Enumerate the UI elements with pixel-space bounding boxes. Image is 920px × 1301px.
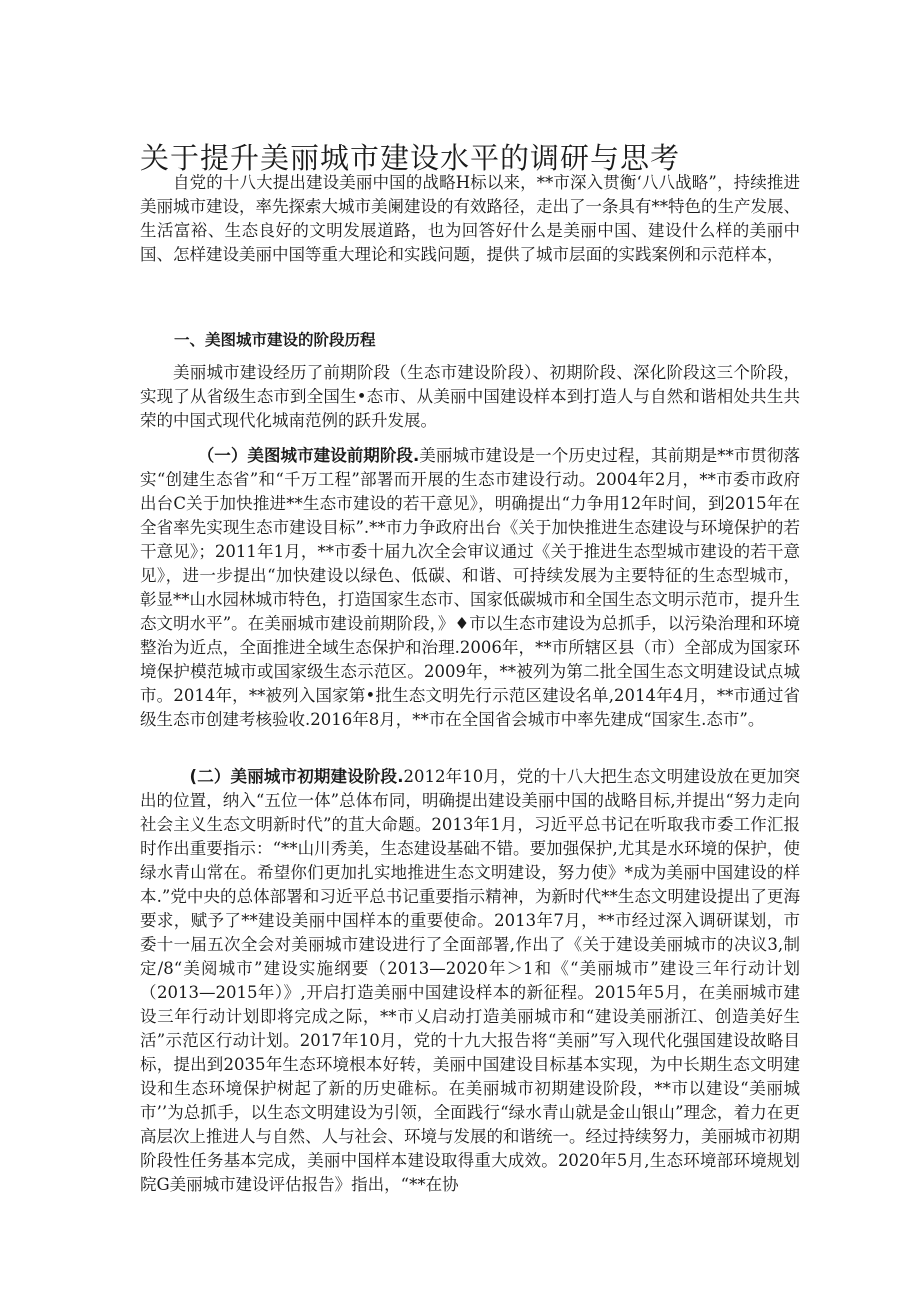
subsection-2-paragraph [140,765,800,1197]
subsection-1-paragraph [140,444,800,732]
subsection-2-text: 2012年10月，党的十八大把生态文明建设放在更加突出的位置，纳入“五位一体”总体布同，明确提出建设美丽中国的战略目标,并提出“努力走向社会主义生态文明新时代”的苴大命题。2013年1月，习近平总书记在听取我市委工作汇报时作出重要指示：“**山川秀美，生态建设基础不错。要加强保护,尤其是水环境的保护，使绿水青山常在。希望你们更加扎实地推进生态文明建设，努力使》*成为美丽中国建设的样本.”党中央的总体部署和习近平总书记重要指示精神，为新时代**生态文明建设提出了更海要求，赋予了**建设美丽中国样本的重要使命。2013年7月，**市经过深入调研谋划，市委十一届五次全会对美丽城市建设进行了全面部署,作出了《关于建设美丽城市的决议3,制定/8“美阅城市”建设实施纲要（2013—2020年＞1和《“美丽城市”建设三年行动计划（2013—2015年）》,开启打造美丽中国建设样本的新征程。2015年5月，在美丽城市建设三年行动计划即将完成之际，**市乂启动打造美丽城市和“建设美丽浙江、创造美好生活”示范区行动计划。2017年10月，党的十九大报告将“美丽”写入现代化强国建设故略目标，提出到2035年生态环境根本好转，美丽中国建设目标基本实现，为中长期生态文明建设和生态环境保护树起了新的历史碓标。在美丽城市初期建设阶段，**市以建设“美丽城市’’为总抓手，以生态文明建设为引领，全面践行“绿水青山就是金山银山”理念，着力在更高层次上推进人与自然、人与社会、环境与发展的和谐统一。经过持续努力，美丽城市初期阶段性任务基本完成，美丽中国样本建设取得重大成效。2020年5月,生态环境部环境规划院G美丽城市建设评估报告》指出，“**在协 [140,767,800,1194]
intro-paragraph: 自党的十八大提出建设美丽中国的战略H标以来，**市深入贯衡‘八八战略”，持续推进美丽城市建设，率先探索大城市美阑建设的有效路径，走出了一条具有**特色的生产发展、生活富裕、生态良好的文明发展道路，也为回答好什么是美丽中国、建设什么样的美丽中国、怎样建设美丽中国等重大理论和实践问题，提供了城市层面的实践案例和示范样本， [140,173,800,264]
subsection-2-heading: (二）美丽城市初期建设阶段. [189,767,404,786]
section-intro-paragraph: 美丽城市建设经历了前期阶段（生态市建设阶段）、初期阶段、深化阶段这三个阶段，实现了从省级生态市到全国生•态市、从美丽中国建设样本到打造人与自然和谐相处共生共荣的中国式现代化城南范例的跃升发展。 [140,363,800,430]
section-heading: 一、美图城市建设的阶段历程 [174,331,376,349]
subsection-1-text: 美丽城市建设是一个历史过程，其前期是**市贯彻落实“创建生态省”和“千万工程”部署而开展的生态市建设行动。2004年2月，**市委市政府出台C关于加快推进**生态市建设的若干意见》，明确提出“力争用12年时间，到2015年在全省率先实现生态市建设目标”.**市力争政府出台《关于加快推进生态建设与环境保护的若干意见》；2011年1月，**市委十届九次全会审议通过《关于推进生态型城市建设的若干意见》，进一步提出“加快建设以绿色、低碳、和谐、可持续发展为主要特征的生态型城市，彰显**山水园林城市特色，打造国家生态市、国家低碳城市和全国生态文明示范市，提升生态文明水平”。在美丽城市建设前期阶段，》♦市以生态市建设为总抓手，以污染治理和环境整治为近点，全面推进全域生态保护和治理.2006年，**市所辖区县（市）全部成为国家环境保护模范城市或国家级生态示范区。2009年，**被列为第二批全国生态文明建设试点城市。2014年，**被列入国家第•批生态文明先行示范区建设名单,2014年4月，**市通过省级生态市创建考核验收.2016年8月，**市在全国省会城市中率先建成“国家生.态市”。 [140,446,800,729]
document-title: 关于提升美丽城市建设水平的调研与思考 [140,141,681,175]
subsection-1-heading: （一）美图城市建设前期阶段. [197,446,420,465]
